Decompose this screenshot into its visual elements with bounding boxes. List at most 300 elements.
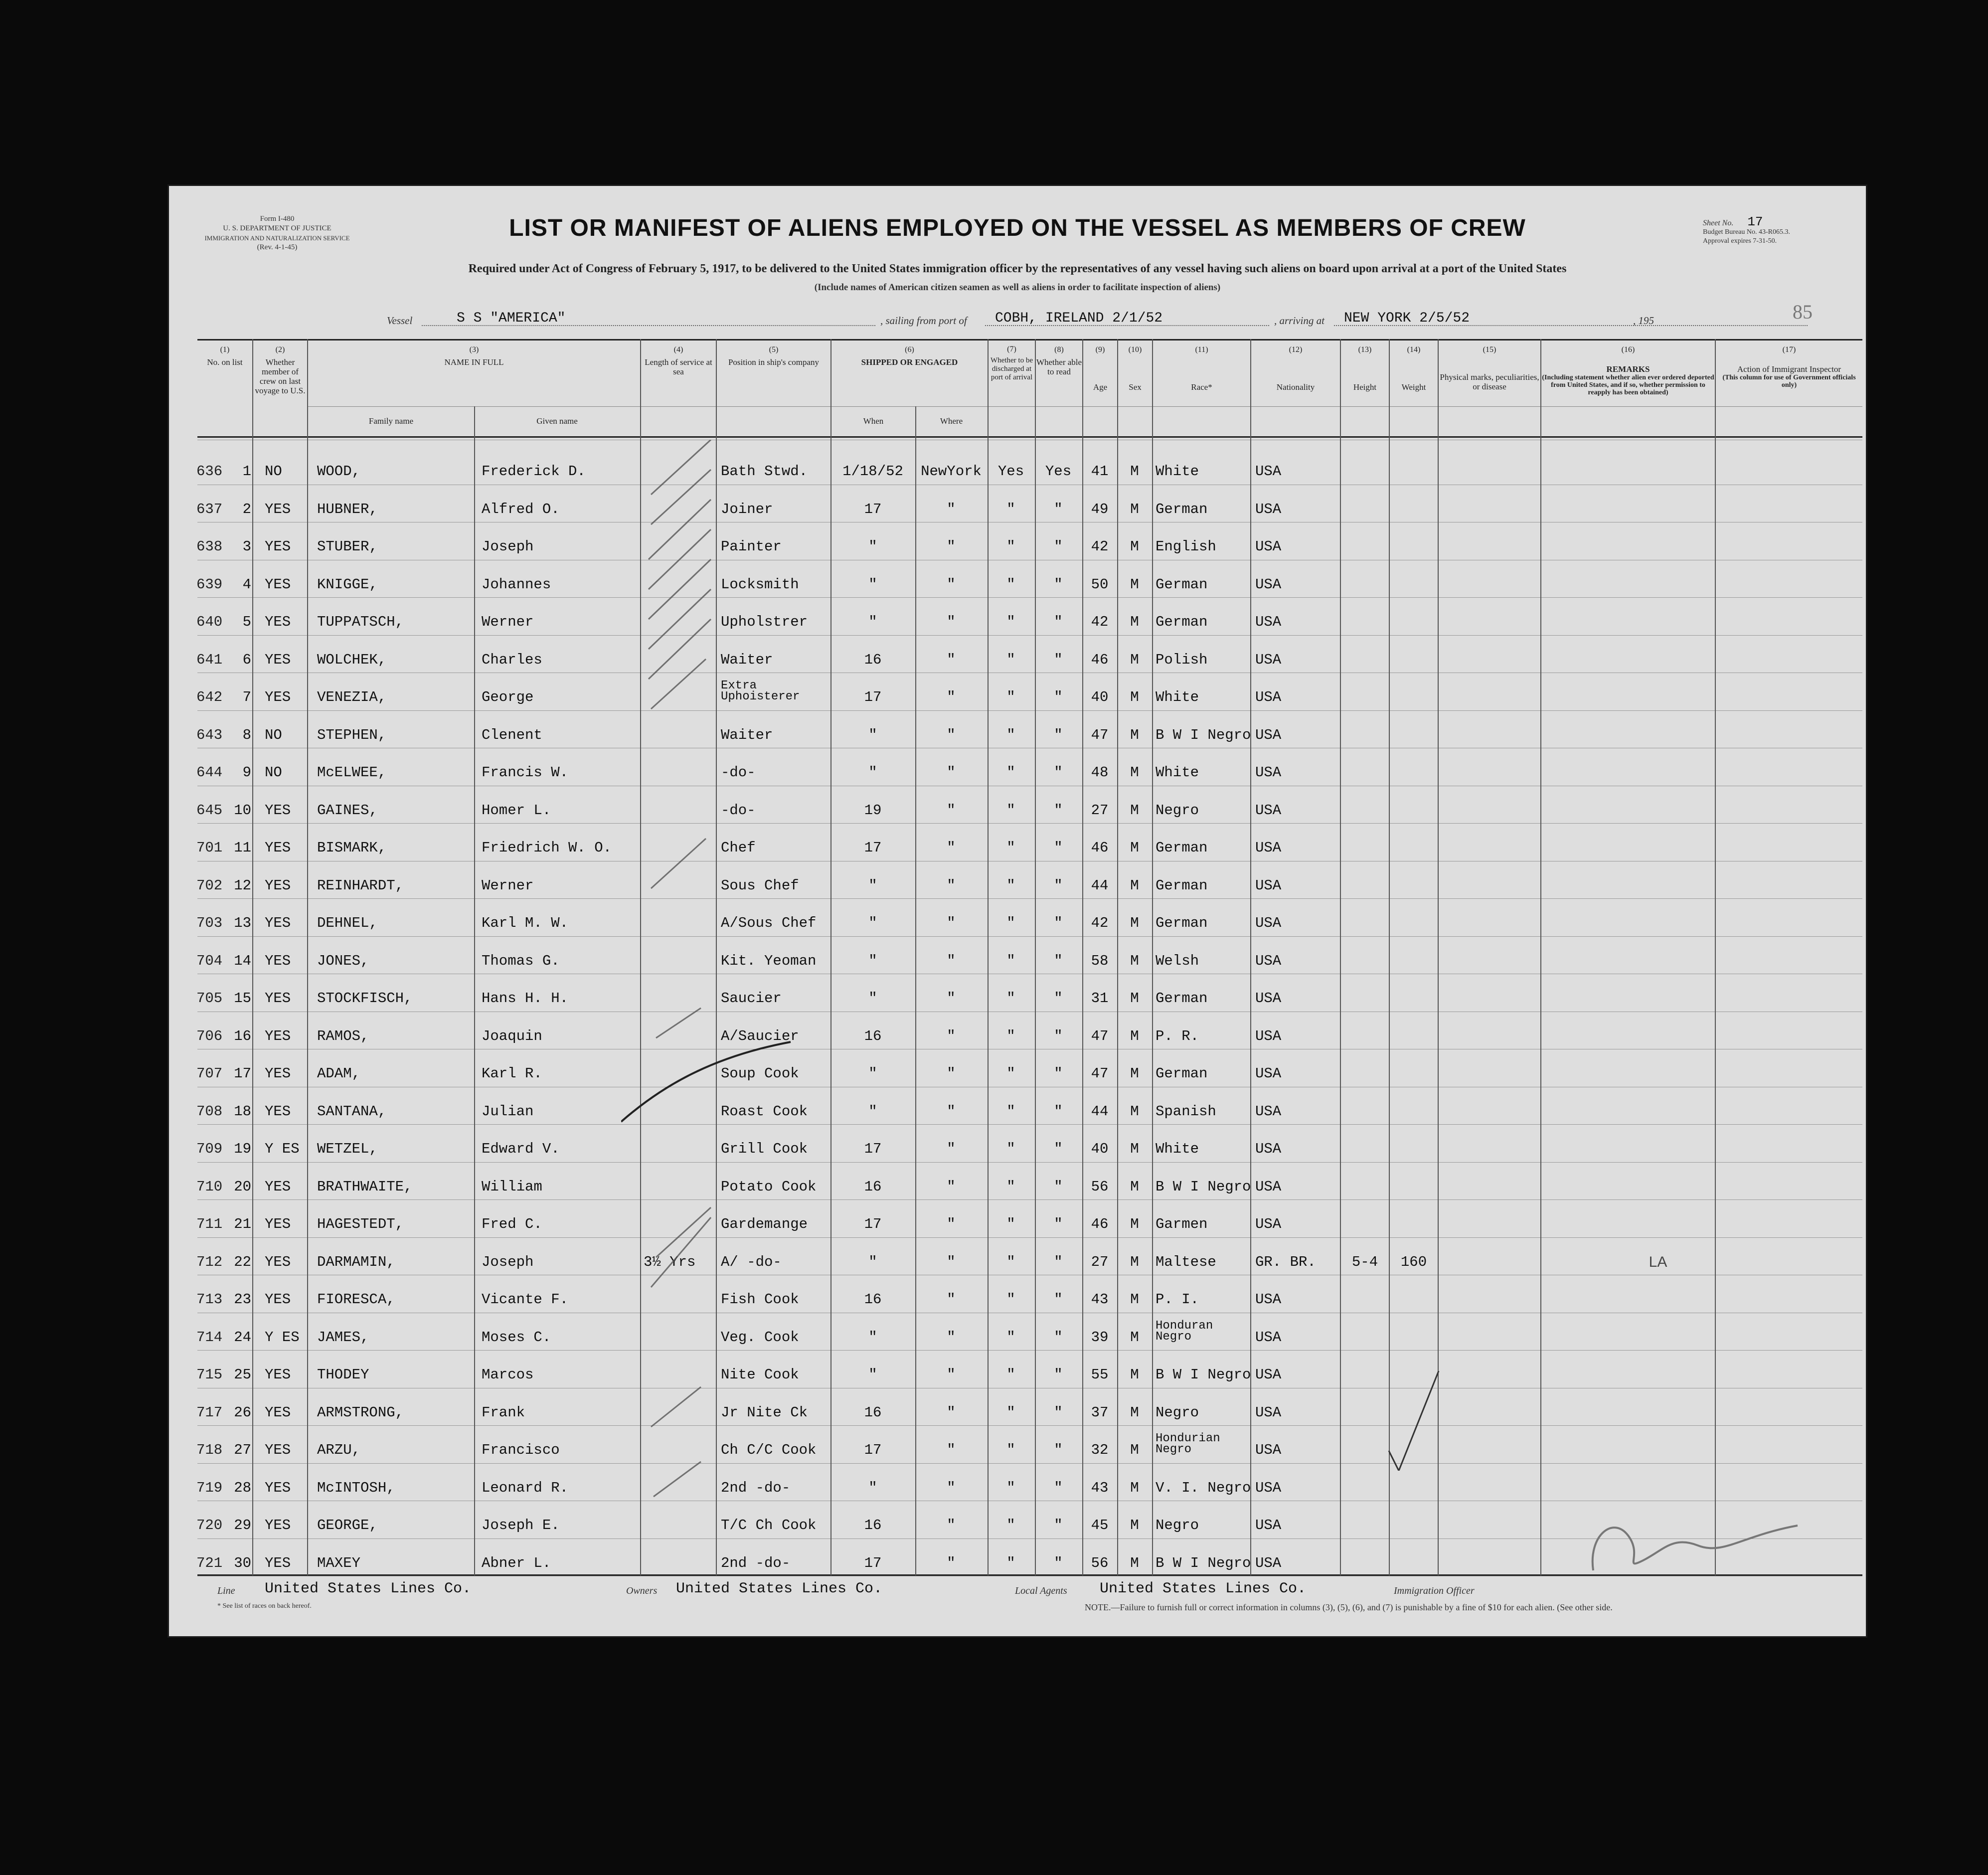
list-number: 638: [196, 538, 223, 555]
list-number: 704: [196, 952, 223, 969]
line-number: 12: [234, 877, 251, 894]
col-label: Physical marks, peculiarities, or disease: [1440, 372, 1539, 391]
able-to-read: ": [1054, 614, 1063, 630]
nationality: USA: [1255, 840, 1282, 856]
sex: M: [1130, 538, 1139, 555]
able-to-read: ": [1054, 1027, 1063, 1044]
shipped-when: ": [868, 877, 877, 894]
discharged: ": [1006, 1065, 1015, 1082]
shipped-where: ": [947, 501, 956, 517]
col-header-4: [641, 345, 716, 376]
family-name: JAMES,: [317, 1329, 369, 1346]
race: Maltese: [1156, 1253, 1216, 1270]
col-num: (4): [673, 345, 683, 354]
list-number: 702: [196, 877, 223, 894]
position: Joiner: [721, 501, 773, 517]
given-name: Friedrich W. O.: [482, 840, 612, 856]
col-header-9: [1083, 345, 1117, 392]
position: 2nd -do-: [721, 1479, 791, 1496]
line-number: 14: [234, 952, 251, 969]
sex: M: [1130, 1291, 1139, 1308]
shipped-when: ": [868, 1103, 877, 1120]
ink-stroke: [621, 997, 811, 1147]
list-number: 703: [196, 915, 223, 931]
crew-last-voyage: YES: [265, 1554, 291, 1571]
crew-last-voyage: YES: [265, 802, 291, 819]
able-to-read: ": [1054, 1216, 1063, 1232]
vessel-line: [197, 309, 1822, 329]
line-number: 13: [234, 915, 251, 931]
shipped-where: ": [947, 726, 956, 743]
race: White: [1156, 689, 1199, 705]
age: 44: [1091, 1103, 1109, 1120]
col-header-13: [1341, 345, 1389, 392]
crew-last-voyage: YES: [265, 1404, 291, 1421]
family-name: STEPHEN,: [317, 726, 387, 743]
form-subtitle: Required under Act of Congress of February 5, 1917, to be delivered to the United States immigration officer by the representatives of any vessel having such aliens on board upon arrival at a port of the United States: [468, 262, 1567, 275]
check-mark: [1384, 1371, 1444, 1471]
discharged: ": [1006, 952, 1015, 969]
shipped-when: ": [868, 764, 877, 781]
nationality: USA: [1255, 538, 1282, 555]
manifest-sheet: [167, 184, 1867, 1638]
crew-last-voyage: YES: [265, 1517, 291, 1534]
shipped-when: 16: [864, 1027, 882, 1044]
race: German: [1156, 614, 1208, 630]
line-number: 3: [242, 538, 251, 555]
position: Kit. Yeoman: [721, 952, 817, 969]
pencil-page-number: 85: [1793, 301, 1813, 323]
race: Welsh: [1156, 952, 1199, 969]
given-name: Alfred O.: [482, 501, 560, 517]
crew-last-voyage: YES: [265, 1103, 291, 1120]
col-label: NAME IN FULL: [444, 357, 504, 367]
line-number: 28: [234, 1479, 251, 1496]
given-name: George: [482, 689, 534, 705]
able-to-read: ": [1054, 1404, 1063, 1421]
crew-last-voyage: YES: [265, 651, 291, 668]
race: B W I Negro: [1156, 1554, 1251, 1571]
age: 39: [1091, 1329, 1109, 1346]
col-header-3: [308, 345, 640, 367]
col-header-where: Where: [940, 416, 963, 426]
sex: M: [1130, 1141, 1139, 1157]
sex: M: [1130, 1027, 1139, 1044]
sex: M: [1130, 689, 1139, 705]
age: 41: [1091, 463, 1109, 480]
crew-last-voyage: YES: [265, 952, 291, 969]
able-to-read: ": [1054, 689, 1063, 705]
discharged: ": [1006, 1517, 1015, 1534]
crew-last-voyage: YES: [265, 689, 291, 705]
discharged: Yes: [997, 463, 1024, 480]
col-header-6: [831, 345, 988, 367]
list-number: 719: [196, 1479, 223, 1496]
line-value: United States Lines Co.: [265, 1580, 472, 1597]
position: Sous Chef: [721, 877, 799, 894]
shipped-where: ": [947, 1291, 956, 1308]
age: 55: [1091, 1366, 1109, 1383]
sex: M: [1130, 463, 1139, 480]
sex: M: [1130, 576, 1139, 593]
nationality: USA: [1255, 1103, 1282, 1120]
col-header-14: [1390, 345, 1438, 392]
sex: M: [1130, 1103, 1139, 1120]
list-number: 642: [196, 689, 223, 705]
given-name: William: [482, 1178, 542, 1195]
crew-last-voyage: YES: [265, 990, 291, 1007]
shipped-where: ": [947, 1366, 956, 1383]
discharged: ": [1006, 538, 1015, 555]
race: German: [1156, 1065, 1208, 1082]
family-name: MAXEY: [317, 1554, 361, 1571]
col-header-16: [1541, 345, 1715, 396]
family-name: WETZEL,: [317, 1141, 378, 1157]
col-num: (17): [1782, 345, 1796, 354]
position: Grill Cook: [721, 1141, 808, 1157]
sex: M: [1130, 1065, 1139, 1082]
shipped-when: ": [868, 1329, 877, 1346]
nationality: USA: [1255, 576, 1282, 593]
age: 47: [1091, 1065, 1109, 1082]
line-number: 17: [234, 1065, 251, 1082]
col-header-15: [1439, 345, 1540, 391]
race: White: [1156, 764, 1199, 781]
age: 43: [1091, 1479, 1109, 1496]
race: German: [1156, 840, 1208, 856]
col-num: (7): [1007, 345, 1016, 353]
shipped-when: ": [868, 726, 877, 743]
discharged: ": [1006, 1366, 1015, 1383]
col-label: Position in ship's company: [728, 357, 820, 367]
shipped-when: 19: [864, 802, 882, 819]
shipped-where: ": [947, 802, 956, 819]
position: T/C Ch Cook: [721, 1517, 817, 1534]
able-to-read: ": [1054, 576, 1063, 593]
given-name: Edward V.: [482, 1141, 560, 1157]
col-label: Age: [1093, 382, 1108, 392]
col-label: Whether able to read: [1036, 357, 1082, 376]
able-to-read: ": [1054, 802, 1063, 819]
shipped-where: ": [947, 1479, 956, 1496]
line-number: 16: [234, 1027, 251, 1044]
crew-last-voyage: NO: [265, 726, 282, 743]
shipped-when: 16: [864, 1291, 882, 1308]
shipped-where: ": [947, 877, 956, 894]
col-num: (12): [1289, 345, 1303, 354]
line-number: 11: [234, 840, 251, 856]
list-number: 639: [196, 576, 223, 593]
family-name: REINHARDT,: [317, 877, 404, 894]
position: Painter: [721, 538, 782, 555]
age: 46: [1091, 651, 1109, 668]
sex: M: [1130, 1442, 1139, 1458]
given-name: Karl M. W.: [482, 915, 569, 931]
position: Potato Cook: [721, 1178, 817, 1195]
col-num: (10): [1128, 345, 1142, 354]
given-name: Homer L.: [482, 802, 551, 819]
discharged: ": [1006, 726, 1015, 743]
service: IMMIGRATION AND NATURALIZATION SERVICE: [204, 234, 350, 242]
nationality: USA: [1255, 764, 1282, 781]
family-name: HUBNER,: [317, 501, 378, 517]
position: Bath Stwd.: [721, 463, 808, 480]
line-number: 2: [242, 501, 251, 517]
race: P. R.: [1156, 1027, 1199, 1044]
discharged: ": [1006, 1253, 1015, 1270]
race: Negro: [1156, 1404, 1199, 1421]
crew-last-voyage: YES: [265, 1291, 291, 1308]
agents-value: United States Lines Co.: [1100, 1580, 1307, 1597]
family-name: WOLCHEK,: [317, 651, 387, 668]
line-number: 29: [234, 1517, 251, 1534]
list-number: 701: [196, 840, 223, 856]
race: German: [1156, 501, 1208, 517]
shipped-when: 17: [864, 501, 882, 517]
given-name: Charles: [482, 651, 542, 668]
race: B W I Negro: [1156, 1178, 1251, 1195]
list-number: 707: [196, 1065, 223, 1082]
able-to-read: ": [1054, 990, 1063, 1007]
nationality: USA: [1255, 689, 1282, 705]
family-name: VENEZIA,: [317, 689, 387, 705]
shipped-where: ": [947, 915, 956, 931]
age: 49: [1091, 501, 1109, 517]
shipped-where: ": [947, 1178, 956, 1195]
list-number: 645: [196, 802, 223, 819]
family-name: DARMAMIN,: [317, 1253, 395, 1270]
col-num: (13): [1358, 345, 1372, 354]
col-label: Weight: [1401, 382, 1426, 392]
col-header-2: [253, 345, 307, 395]
nationality: USA: [1255, 802, 1282, 819]
shipped-where: ": [947, 651, 956, 668]
shipped-when: 17: [864, 1216, 882, 1232]
line-number: 30: [234, 1554, 251, 1571]
col-label: Sex: [1129, 382, 1142, 392]
line-number: 15: [234, 990, 251, 1007]
discharged: ": [1006, 840, 1015, 856]
age: 47: [1091, 726, 1109, 743]
given-name: Fred C.: [482, 1216, 542, 1232]
discharged: ": [1006, 990, 1015, 1007]
age: 42: [1091, 915, 1109, 931]
form-number: Form I-480: [260, 215, 295, 223]
list-number: 715: [196, 1366, 223, 1383]
position: Saucier: [721, 990, 782, 1007]
col-header-given: Given name: [536, 416, 578, 426]
list-number: 710: [196, 1178, 223, 1195]
able-to-read: ": [1054, 1366, 1063, 1383]
page-title: LIST OR MANIFEST OF ALIENS EMPLOYED ON THE VESSEL AS MEMBERS OF CREW: [509, 215, 1526, 241]
race: Hondurian Negro: [1156, 1432, 1220, 1456]
given-name: Joaquin: [482, 1027, 542, 1044]
family-name: SANTANA,: [317, 1103, 387, 1120]
able-to-read: ": [1054, 1479, 1063, 1496]
given-name: Werner: [482, 614, 534, 630]
able-to-read: ": [1054, 1253, 1063, 1270]
col-num: (3): [469, 345, 479, 354]
line-number: 27: [234, 1442, 251, 1458]
arriving-label: , arriving at: [1274, 315, 1325, 327]
list-number: 705: [196, 990, 223, 1007]
line-number: 8: [242, 726, 251, 743]
sex: M: [1130, 1366, 1139, 1383]
col-label: REMARKS: [1606, 364, 1650, 374]
discharged: ": [1006, 1404, 1015, 1421]
sex: M: [1130, 840, 1139, 856]
col-label: SHIPPED OR ENGAGED: [861, 357, 958, 367]
shipped-where: NewYork: [921, 463, 982, 480]
shipped-when: 17: [864, 840, 882, 856]
crew-last-voyage: YES: [265, 576, 291, 593]
list-number: 640: [196, 614, 223, 630]
race: Honduran Negro: [1156, 1319, 1213, 1344]
race: Negro: [1156, 1517, 1199, 1534]
line-number: 24: [234, 1329, 251, 1346]
col-label: Action of Immigrant Inspector: [1737, 364, 1841, 374]
col-num: (9): [1095, 345, 1105, 354]
shipped-where: ": [947, 1253, 956, 1270]
col-header-7: [989, 345, 1035, 382]
sex: M: [1130, 726, 1139, 743]
line-number: 6: [242, 651, 251, 668]
position: A/ -do-: [721, 1253, 782, 1270]
age: 42: [1091, 538, 1109, 555]
race: B W I Negro: [1156, 1366, 1251, 1383]
line-number: 19: [234, 1141, 251, 1157]
nationality: USA: [1255, 614, 1282, 630]
position: Waiter: [721, 726, 773, 743]
nationality: USA: [1255, 990, 1282, 1007]
age: 44: [1091, 877, 1109, 894]
sex: M: [1130, 990, 1139, 1007]
nationality: USA: [1255, 1329, 1282, 1346]
age: 40: [1091, 689, 1109, 705]
given-name: Frank: [482, 1404, 525, 1421]
sex: M: [1130, 1404, 1139, 1421]
age: 47: [1091, 1027, 1109, 1044]
sex: M: [1130, 915, 1139, 931]
given-name: Francis W.: [482, 764, 569, 781]
race: V. I. Negro: [1156, 1479, 1251, 1496]
given-name: Frederick D.: [482, 463, 586, 480]
given-name: Johannes: [482, 576, 551, 593]
crew-last-voyage: YES: [265, 501, 291, 517]
given-name: Joseph: [482, 538, 534, 555]
position: A/Saucier: [721, 1027, 799, 1044]
position: Chef: [721, 840, 756, 856]
list-number: 720: [196, 1517, 223, 1534]
race: Spanish: [1156, 1103, 1216, 1120]
list-number: 644: [196, 764, 223, 781]
family-name: GEORGE,: [317, 1517, 378, 1534]
nationality: USA: [1255, 952, 1282, 969]
given-name: Francisco: [482, 1442, 560, 1458]
shipped-when: ": [868, 1366, 877, 1383]
able-to-read: ": [1054, 840, 1063, 856]
able-to-read: ": [1054, 726, 1063, 743]
position: Jr Nite Ck: [721, 1404, 808, 1421]
shipped-when: ": [868, 915, 877, 931]
sex: M: [1130, 802, 1139, 819]
able-to-read: ": [1054, 1517, 1063, 1534]
family-name: ADAM,: [317, 1065, 361, 1082]
able-to-read: ": [1054, 1329, 1063, 1346]
nationality: USA: [1255, 1291, 1282, 1308]
vessel-label: Vessel: [387, 315, 413, 327]
penalty-note: NOTE.—Failure to furnish full or correct information in columns (3), (5), (6), and (7) is punishable by a fine of $10 for each alien. (See other side.: [1085, 1602, 1613, 1612]
nationality: USA: [1255, 1404, 1282, 1421]
race: White: [1156, 463, 1199, 480]
crew-last-voyage: YES: [265, 1479, 291, 1496]
line-number: 18: [234, 1103, 251, 1120]
col-num: (8): [1054, 345, 1064, 354]
inspector-signature: [1583, 1506, 1803, 1575]
nationality: USA: [1255, 1216, 1282, 1232]
col-label: Height: [1353, 382, 1377, 392]
sailing-label: , sailing from port of: [880, 315, 967, 327]
able-to-read: ": [1054, 915, 1063, 931]
crew-last-voyage: YES: [265, 1178, 291, 1195]
list-number: 706: [196, 1027, 223, 1044]
position: -do-: [721, 764, 756, 781]
age: 27: [1091, 802, 1109, 819]
race: German: [1156, 915, 1208, 931]
nationality: USA: [1255, 1554, 1282, 1571]
age: 32: [1091, 1442, 1109, 1458]
position: Veg. Cook: [721, 1329, 799, 1346]
shipped-where: ": [947, 614, 956, 630]
crew-last-voyage: Y ES: [265, 1141, 300, 1157]
age: 46: [1091, 1216, 1109, 1232]
discharged: ": [1006, 802, 1015, 819]
discharged: ": [1006, 1554, 1015, 1571]
position: Waiter: [721, 651, 773, 668]
sex: M: [1130, 1517, 1139, 1534]
discharged: ": [1006, 576, 1015, 593]
sex: M: [1130, 1178, 1139, 1195]
vessel-name: S S "AMERICA": [457, 311, 566, 326]
family-name: FIORESCA,: [317, 1291, 395, 1308]
col-label: Race*: [1191, 382, 1212, 392]
sex: M: [1130, 1329, 1139, 1346]
col-num: (14): [1407, 345, 1421, 354]
list-number: 641: [196, 651, 223, 668]
list-number: 713: [196, 1291, 223, 1308]
race: German: [1156, 990, 1208, 1007]
given-name: Joseph E.: [482, 1517, 560, 1534]
nationality: USA: [1255, 1479, 1282, 1496]
crew-last-voyage: YES: [265, 1065, 291, 1082]
age: 56: [1091, 1178, 1109, 1195]
discharged: ": [1006, 915, 1015, 931]
discharged: ": [1006, 501, 1015, 517]
col-header-17: [1716, 345, 1862, 389]
race: Garmen: [1156, 1216, 1208, 1232]
given-name: Werner: [482, 877, 534, 894]
shipped-where: ": [947, 1216, 956, 1232]
shipped-when: 17: [864, 689, 882, 705]
family-name: TUPPATSCH,: [317, 614, 404, 630]
discharged: ": [1006, 651, 1015, 668]
able-to-read: ": [1054, 1178, 1063, 1195]
discharged: ": [1006, 1103, 1015, 1120]
able-to-read: ": [1054, 1103, 1063, 1120]
list-number: 714: [196, 1329, 223, 1346]
line-number: 20: [234, 1178, 251, 1195]
officer-label: Immigration Officer: [1394, 1585, 1475, 1596]
